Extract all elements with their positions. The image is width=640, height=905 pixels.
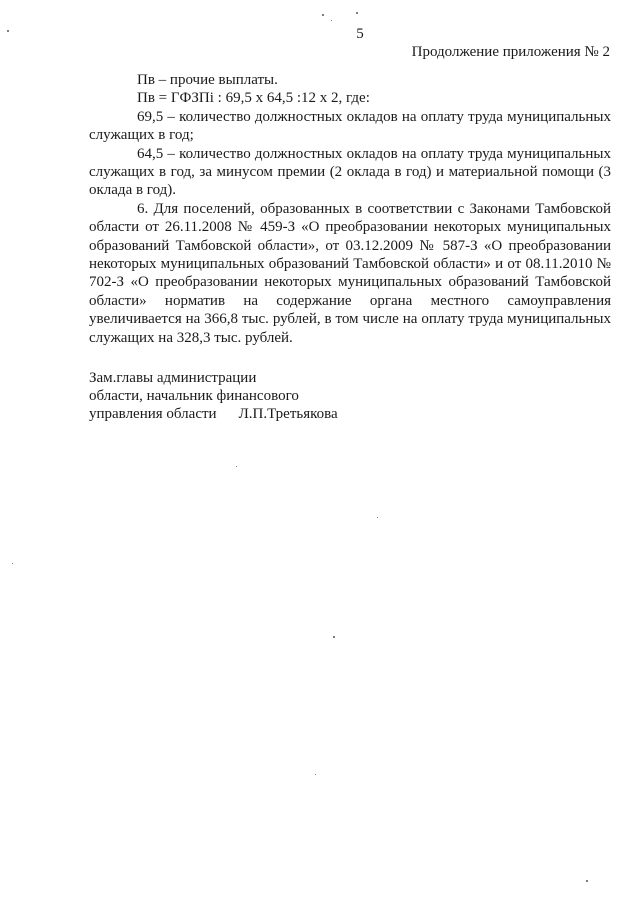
paragraph-settlements: 6. Для поселений, образованных в соответствии с Законами Тамбовской области от 26.11.2008 № 459-З «О преобразовании некоторых муниципальных образований Тамбовской области», от 03.12.2009 № 587-З «О преобразовании некоторых муниципальных образований Тамбовской области» и от 08.11.2010 № 702-З «О преобразовании некоторых муниципальных образований Тамбовской области» норматив на содержание органа местного самоуправления увеличивается на 366,8 тыс. рублей, в том числе на оплату труда муниципальных служащих на 328,3 тыс. рублей. [89,200,611,346]
page-number: 5 [356,26,364,42]
signature-position-line-3-text: управления области [89,406,217,422]
scan-speck [331,20,332,21]
scan-speck [12,563,13,564]
signature-position-line-3 [89,405,338,423]
document-body [89,71,611,347]
scan-speck [236,466,237,467]
appendix-continuation-note: Продолжение приложения № 2 [411,44,610,60]
paragraph-other-payments: Пв – прочие выплаты. [137,72,278,88]
signature-position-line-1: Зам.главы администрации [89,370,257,386]
signature-block [89,369,338,423]
signatory-name: Л.П.Третьякова [238,406,338,422]
paragraph-formula: Пв = ГФЗПi : 69,5 х 64,5 :12 х 2, где: [137,90,370,107]
signature-position-line-2: области, начальник финансового [89,388,299,404]
scan-speck [322,14,324,16]
scan-speck [356,12,358,14]
scan-speck [586,880,588,882]
scan-speck [315,774,316,775]
scan-speck [7,30,9,32]
paragraph-salary-count-64: 64,5 – количество должностных окладов на оплату труда муниципальных служащих в год, за минусом премии (2 оклада в год) и материальной помощи (3 оклада в год). [89,145,611,199]
scan-speck [377,517,378,518]
paragraph-salary-count-69: 69,5 – количество должностных окладов на оплату труда муниципальных служащих в год; [89,108,611,144]
scan-speck [333,636,335,638]
